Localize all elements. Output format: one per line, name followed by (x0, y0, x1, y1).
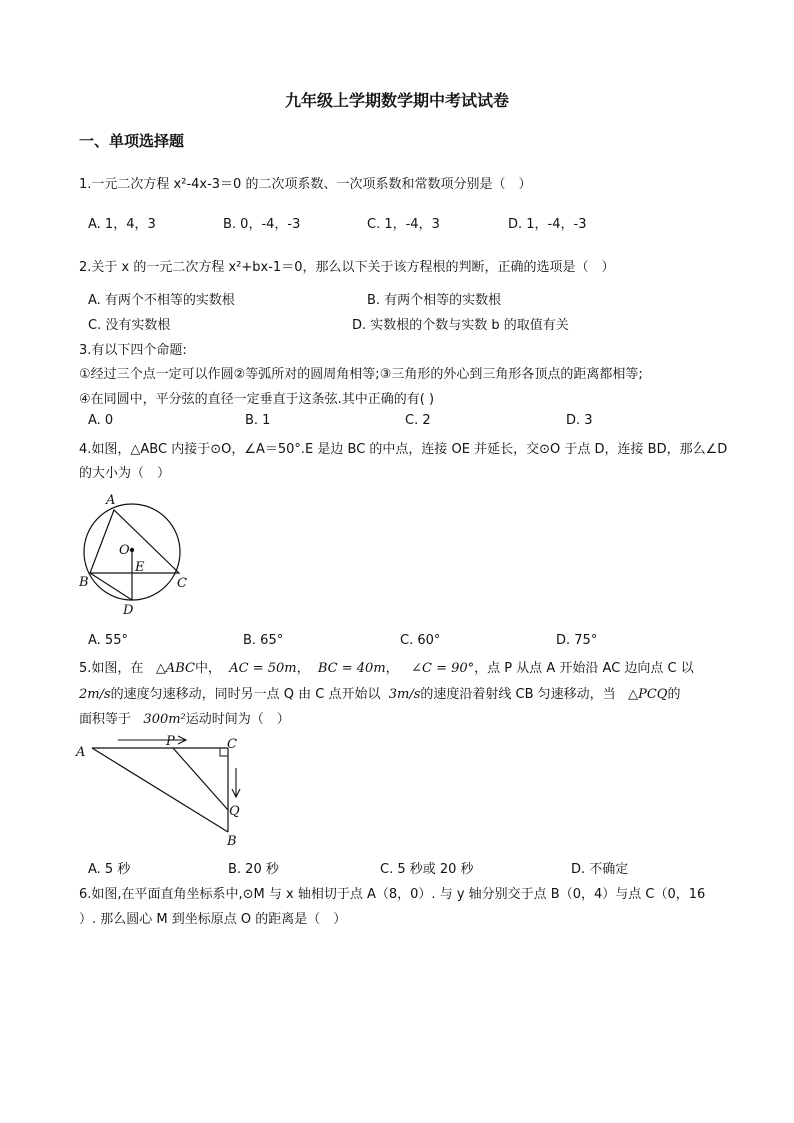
q5-speed-p: 2m/s (79, 687, 111, 702)
question-4-line2: 的大小为（ ） (79, 466, 171, 481)
question-3-line2: ①经过三个点一定可以作圆②等弧所对的圆周角相等;③三角形的外心到三角形各顶点的距离都相等; (79, 367, 643, 382)
q1-option-a: A. 1，4，3 (88, 217, 156, 232)
q3-option-b: B. 1 (245, 413, 271, 428)
q3-option-d: D. 3 (566, 413, 593, 428)
q5-ac-length: AC = 50m (229, 661, 297, 676)
line-bd (90, 573, 132, 600)
q5-option-b: B. 20 秒 (228, 862, 279, 877)
label-p: P (166, 734, 175, 749)
question-6-line2: ）. 那么圆心 M 到坐标原点 O 的距离是（ ） (79, 912, 347, 927)
q4-option-a: A. 55° (88, 633, 128, 648)
q3-option-a: A. 0 (88, 413, 114, 428)
label-a: A (106, 493, 116, 508)
q5-text-e: ，点 P 从点 A 开始沿 AC 边向点 C 以 (474, 661, 694, 676)
q5-triangle-pcq: △PCQ (628, 687, 668, 702)
question-3-line1: 3.有以下四个命题: (79, 343, 187, 358)
q5-option-c: C. 5 秒或 20 秒 (380, 862, 474, 877)
q5-text-a: 5.如图，在 (79, 661, 144, 676)
q2-option-c: C. 没有实数根 (88, 318, 171, 333)
segment-pq (173, 748, 228, 810)
q4-option-c: C. 60° (400, 633, 441, 648)
question-6-line1: 6.如图,在平面直角坐标系中,⊙M 与 x 轴相切于点 A（8，0）. 与 y 轴分别交于点 B（0，4）与点 C（0，16 (79, 887, 706, 902)
q2-option-a: A. 有两个不相等的实数根 (88, 293, 235, 308)
q5-text-j: 运动时间为（ ） (185, 712, 290, 727)
side-ab (92, 748, 228, 832)
q5-angle-c: ∠C = 90° (411, 661, 475, 676)
label-a: A (76, 745, 86, 760)
q5-option-d: D. 不确定 (571, 862, 629, 877)
q5-speed-q: 3m/s (388, 687, 421, 702)
right-triangle-figure (70, 730, 255, 850)
section-heading: 一、单项选择题 (79, 132, 185, 150)
question-1-stem: 1.一元二次方程 x²-4x-3＝0 的二次项系数、一次项系数和常数项分别是（ ） (79, 177, 532, 192)
question-4-line1: 4.如图，△ABC 内接于⊙O，∠A＝50°.E 是边 BC 的中点，连接 OE 并延长，交⊙O 于点 D，连接 BD，那么∠D (79, 442, 728, 457)
question-3-line3: ④在同圆中，平分弦的直径一定垂直于这条弦.其中正确的有( ) (79, 392, 435, 407)
q5-text-h: 的 (667, 687, 681, 702)
exam-title: 九年级上学期数学期中考试试卷 (284, 91, 509, 110)
label-d: D (123, 603, 134, 618)
q2-option-d: D. 实数根的个数与实数 b 的取值有关 (352, 318, 569, 333)
q5-text-c: ， (296, 661, 310, 676)
q5-option-a: A. 5 秒 (88, 862, 131, 877)
q5-triangle-abc: △ABC (155, 661, 195, 676)
q5-text-i: 面积等于 (79, 712, 132, 727)
q1-option-b: B. 0，-4，-3 (223, 217, 301, 232)
label-b: B (227, 834, 237, 849)
q2-option-b: B. 有两个相等的实数根 (367, 293, 502, 308)
q5-text-d: ， (385, 661, 399, 676)
q1-option-c: C. 1，-4，3 (367, 217, 440, 232)
q5-text-f: 的速度匀速移动，同时另一点 Q 由 C 点开始以 (110, 687, 381, 702)
label-c: C (177, 576, 187, 591)
q5-bc-length: BC = 40m (317, 661, 386, 676)
label-e: E (135, 560, 145, 575)
q4-option-d: D. 75° (556, 633, 598, 648)
q5-area: 300m² (143, 712, 186, 727)
q4-option-b: B. 65° (243, 633, 284, 648)
q1-option-d: D. 1，-4，-3 (508, 217, 587, 232)
label-c: C (227, 737, 237, 752)
center-point-o (130, 548, 134, 552)
question-2-stem: 2.关于 x 的一元二次方程 x²+bx-1＝0，那么以下关于该方程根的判断，正确的选项是（ ） (79, 260, 615, 275)
q3-option-c: C. 2 (405, 413, 431, 428)
q5-text-b: 中， (194, 661, 221, 676)
question-5-line2 (79, 683, 680, 702)
question-5-line1 (79, 657, 694, 676)
circle-triangle-figure (76, 490, 196, 620)
label-q: Q (229, 804, 240, 819)
label-b: B (79, 575, 89, 590)
q5-text-g: 的速度沿着射线 CB 匀速移动，当 (420, 687, 616, 702)
label-o: O (119, 543, 130, 558)
question-5-line3 (79, 708, 290, 727)
